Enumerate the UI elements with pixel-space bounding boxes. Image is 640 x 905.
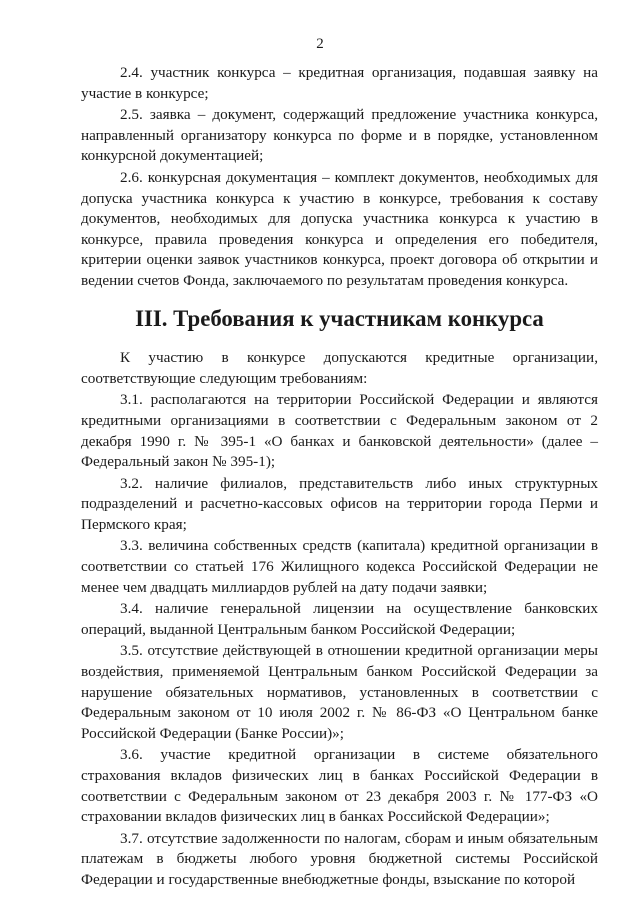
paragraph-2-5: 2.5. заявка – документ, содержащий предложение участника конкурса, направленный организатору конкурса по форме и в порядке, установленном конкурсной документацией;	[81, 106, 598, 165]
page-number: 2	[316, 36, 324, 52]
document-body	[81, 63, 598, 892]
paragraph-3-5: 3.5. отсутствие действующей в отношении кредитной организации меры воздействия, применяемой Центральным банком Российской Федерации за нарушение обязательных нормативов, установленных в соответствии с Федеральным законом от 10 июля 2002 г. № 86-ФЗ «О Центральном банке Российской Федерации (Банке России)»;	[81, 642, 598, 742]
paragraph-3-2: 3.2. наличие филиалов, представительств либо иных структурных подразделений и расчетно-кассовых офисов на территории города Перми и Пермского края;	[81, 474, 598, 533]
paragraph-intro: К участию в конкурсе допускаются кредитные организации, соответствующие следующим требованиям:	[81, 349, 598, 387]
section-heading: III. Требования к участникам конкурса	[135, 305, 544, 331]
paragraph-3-6: 3.6. участие кредитной организации в системе обязательного страхования вкладов физических лиц в банках Российской Федерации в соответствии с Федеральным законом от 23 декабря 2003 г. № 177-ФЗ «О страховании вкладов физических лиц в банках Российской Федерации»;	[81, 746, 598, 826]
paragraph-3-7: 3.7. отсутствие задолженности по налогам, сборам и иным обязательным платежам в бюджеты любого уровня бюджетной системы Российской Федерации и государственные внебюджетные фонды, взыскание по которой	[81, 829, 598, 888]
paragraph-3-1: 3.1. располагаются на территории Российской Федерации и являются кредитными организациями в соответствии с Федеральным законом от 2 декабря 1990 г. № 395-1 «О банках и банковской деятельности» (далее – Федеральный закон № 395-1);	[81, 391, 598, 471]
paragraph-2-4: 2.4. участник конкурса – кредитная организация, подавшая заявку на участие в конкурсе;	[81, 64, 598, 102]
paragraph-2-6: 2.6. конкурсная документация – комплект документов, необходимых для допуска участника конкурса к участию в конкурсе, требования к составу документов, необходимых для допуска участника конкурса к участию в конкурсе, правила проведения конкурса и определения его победителя, критерии оценки заявок участников конкурса, проект договора об открытии и ведении счетов Фонда, заключаемого по результатам проведения конкурса.	[81, 168, 598, 289]
paragraph-3-3: 3.3. величина собственных средств (капитала) кредитной организации в соответствии со статьей 176 Жилищного кодекса Российской Федерации не менее чем двадцать миллиардов рублей на дату подачи заявки;	[81, 537, 598, 596]
paragraph-3-4: 3.4. наличие генеральной лицензии на осуществление банковских операций, выданной Центральным банком Российской Федерации;	[81, 600, 598, 638]
